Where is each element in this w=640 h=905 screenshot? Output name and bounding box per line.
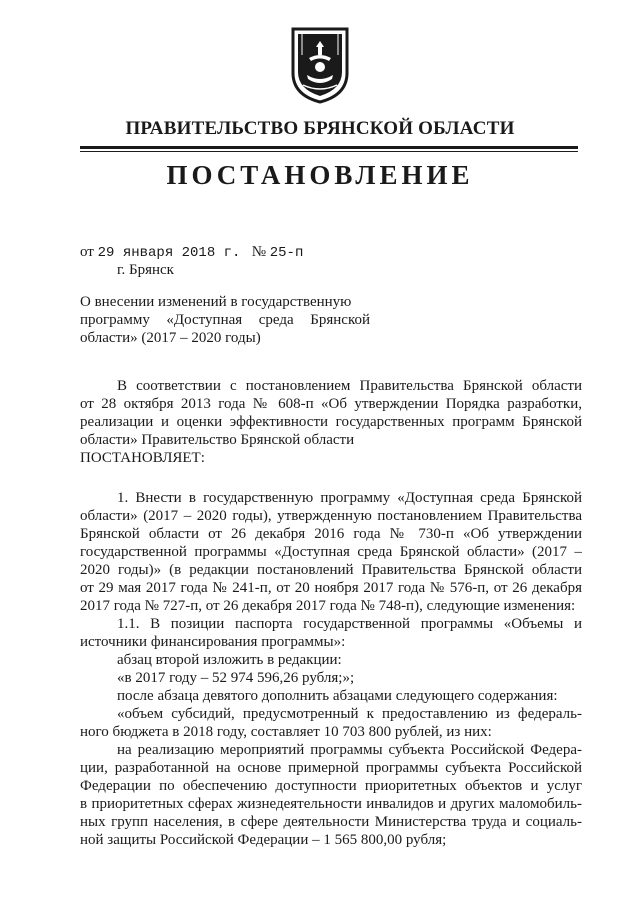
subject-line: О внесении изменений в государственную [80,294,352,310]
item1-line: 1. Внести в государственную программу «Доступная среда Брянской [117,490,582,506]
document-body [80,377,582,849]
subsidy-line: ного бюджета в 2018 году, составляет 10 703 800 рублей, из них: [80,724,492,740]
subject-block [80,293,370,347]
preamble-line: области» Правительство Брянской области [80,432,355,448]
abzac-second-line: абзац второй изложить в редакции: [117,652,342,668]
item1-1-line: 1.1. В позиции паспорта государственной программы «Объемы и [117,616,582,632]
preamble-line: реализации и оценки эффективности государственных программ Брянской [80,414,582,430]
date-number-line [80,244,303,261]
quote-2017-line: «в 2017 году – 52 974 596,26 рубля;»; [117,670,355,686]
measures-line: в приоритетных сферах жизнедеятельности инвалидов и других маломобиль- [80,796,582,812]
organization-title: ПРАВИТЕЛЬСТВО БРЯНСКОЙ ОБЛАСТИ [125,118,515,139]
document-date: 29 января 2018 г. [97,245,241,261]
preamble-line: от 28 октября 2013 года № 608-п «Об утверждении Порядка разработки, [80,396,582,412]
subject-line: области» (2017 – 2020 годы) [80,330,261,346]
measures-line: на реализацию мероприятий программы субъекта Российской Федера- [117,742,582,758]
item1-line: 2017 года № 727-п, от 26 декабря 2017 года № 748-п), следующие изменения: [80,598,576,614]
coat-of-arms-emblem [289,25,351,105]
document-type-heading: ПОСТАНОВЛЕНИЕ [166,160,474,190]
header-rule-thick [80,146,578,149]
measures-line: Федерации по обеспечению доступности приоритетных объектов и услуг [80,778,582,794]
measures-line: ной защиты Российской Федерации – 1 565 800,00 рубля; [80,832,447,848]
number-sign: № [251,244,266,260]
item1-line: государственной программы «Доступная среда Брянской области» (2017 – [80,544,582,560]
item1-line: от 29 мая 2017 года № 241-п, от 20 ноября 2017 года № 576-п, от 26 декабря [80,580,582,596]
measures-line: ции, разработанной на основе примерной программы субъекта Российской [80,760,582,776]
date-prefix: от [80,244,94,260]
subject-line: программу «Доступная среда Брянской [80,312,370,328]
item1-line: области» (2017 – 2020 годы), утвержденную постановлением Правительства [80,508,582,524]
spacer [80,467,582,489]
measures-line: ных групп населения, в сфере деятельности Министерства труда и социаль- [80,814,582,830]
header-rule-thin [80,151,578,152]
document-number: 25-п [269,245,304,261]
preamble-line: В соответствии с постановлением Правительства Брянской области [117,378,582,394]
subsidy-line: «объем субсидий, предусмотренный к предоставлению из федераль- [117,706,582,722]
item1-1-line: источники финансирования программы»: [80,634,346,650]
item1-line: Брянской области от 26 декабря 2016 года № 730-п «Об утверждении [80,526,582,542]
after-ninth-line: после абзаца девятого дополнить абзацами следующего содержания: [117,688,558,704]
resolve-word: ПОСТАНОВЛЯЕТ: [80,450,205,466]
item1-line: 2020 годы)» (в редакции постановлений Правительства Брянской области [80,562,582,578]
city: г. Брянск [117,262,174,278]
